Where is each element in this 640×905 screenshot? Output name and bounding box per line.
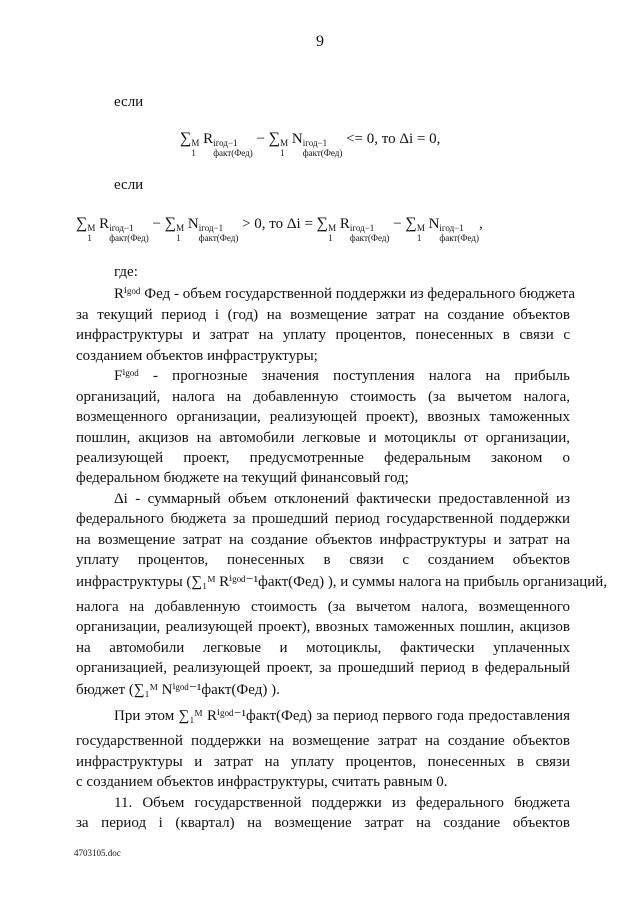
condition-if-2: если — [114, 177, 144, 193]
item-11-line-1: 11. Объем государственной поддержки из федерального бюджета — [114, 795, 570, 811]
page-number: 9 — [316, 33, 324, 50]
def-delta-line-4: уплату процентов, понесенных в связи с созданием объектов — [76, 552, 570, 568]
def-f-line-3: возмещенного организации, реализующей проект), ввозных таможенных — [76, 409, 570, 425]
def-r-line-2: за текущий период i (год) на возмещение затрат на создание объектов — [76, 307, 570, 323]
def-delta-line-3: на возмещение затрат на создание объектов инфраструктуры и затрат на — [76, 532, 570, 548]
first-year-line-4: с созданием объектов инфраструктуры, считать равным 0. — [76, 774, 448, 790]
def-delta-line-9: организацией, реализующей проект, за прошедший период в федеральный — [76, 660, 570, 676]
first-year-line-1: При этом ∑₁ᴹ Rⁱᵍᵒᵈ⁻¹факт(Фед) за период первого года предоставления — [114, 708, 570, 724]
item-11-line-2: за период i (квартал) на возмещение затрат на создание объектов — [76, 815, 570, 831]
def-f-line-5: реализующей проект, предусмотренные федеральным законом о — [76, 450, 570, 466]
def-f-line-2: организаций, налога на добавленную стоимость (за вычетом налога, — [76, 389, 570, 405]
def-delta-line-6: налога на добавленную стоимость (за вычетом налога, возмещенного — [76, 599, 570, 615]
formula-condition-2: ∑ M 1 R iгод−1 факт(Фед) − ∑ M 1 N iгод−1 факт(Фед) > 0, то Δi = ∑ M 1 R iгод−1 факт(Фед) − ∑ M 1 N iгод−1 факт(Фед) , — [76, 215, 483, 243]
def-f-line-6: федеральном бюджете на текущий финансовый год; — [76, 470, 409, 486]
def-delta-line-5: инфраструктуры (∑₁ᴹ Rⁱᵍᵒᵈ⁻¹факт(Фед) ), и суммы налога на прибыль организаций, — [76, 574, 608, 590]
document-filename: 4703105.doc — [74, 848, 121, 858]
where-label: где: — [114, 264, 138, 280]
def-r-line-3: инфраструктуры и затрат на уплату процентов, понесенных в связи с — [76, 327, 570, 343]
first-year-line-3: инфраструктуры и затрат на уплату процентов, понесенных в связи — [76, 754, 570, 770]
def-r-line-1: Rⁱᵍᵒᵈ Фед - объем государственной поддержки из федерального бюджета — [114, 286, 575, 302]
def-f-line-4: пошлин, акцизов на автомобили легковые и мотоциклы от организации, — [76, 430, 570, 446]
def-delta-line-1: Δi - суммарный объем отклонений фактически предоставленной из — [114, 491, 570, 507]
def-delta-line-8: на автомобили легковые и мотоциклы, фактически уплаченных — [76, 640, 570, 656]
formula-condition-1: ∑ M 1 R iгод−1 факт(Фед) − ∑ M 1 N iгод−1 факт(Фед) <= 0, то Δi = 0, — [180, 130, 441, 158]
def-delta-line-7: организации, реализующей проект), ввозных таможенных пошлин, акцизов — [76, 619, 570, 635]
first-year-line-2: государственной поддержки на возмещение затрат на создание объектов — [76, 733, 570, 749]
condition-if-1: если — [114, 94, 144, 110]
def-r-line-4: созданием объектов инфраструктуры; — [76, 348, 318, 364]
def-delta-line-2: федерального бюджета за прошедший период государственной поддержки — [76, 511, 570, 527]
def-f-line-1: Fⁱᵍᵒᵈ - прогнозные значения поступления налога на прибыль — [114, 368, 570, 384]
def-delta-line-10: бюджет (∑₁ᴹ Nⁱᵍᵒᵈ⁻¹факт(Фед) ). — [76, 682, 280, 698]
